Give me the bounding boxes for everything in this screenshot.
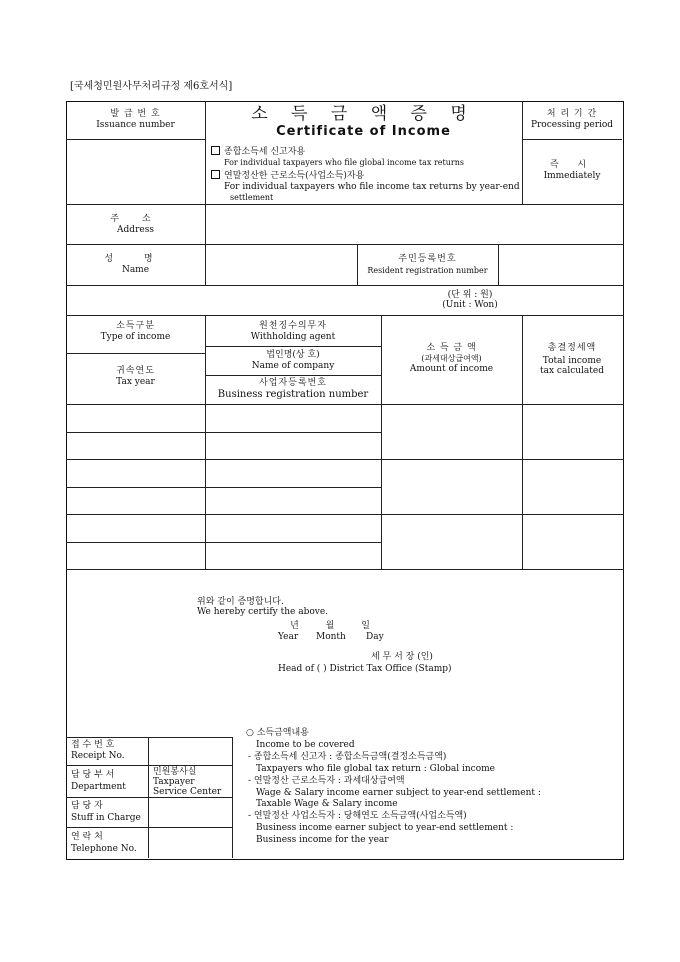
processing-label-en: Processing period bbox=[530, 120, 614, 130]
header-business-no-ko: 사업자등록번호 bbox=[259, 378, 327, 388]
date-year: Year bbox=[278, 632, 299, 642]
header-company-en: Name of company bbox=[251, 361, 335, 371]
page-title-en: Certificate of Income bbox=[276, 124, 451, 139]
header-amount-en: Amount of income bbox=[409, 364, 494, 374]
address-label-ko: 주 소 bbox=[110, 214, 161, 224]
option-year-end[interactable] bbox=[211, 170, 364, 182]
certify-ko: 위와 같이 증명합니다. bbox=[197, 597, 284, 607]
date-day: Day bbox=[366, 632, 384, 642]
page-title: 소 득 금 액 증 명 bbox=[251, 104, 476, 124]
resident-no-label-ko: 주민등록번호 bbox=[398, 254, 457, 264]
office-ko: 세 무 서 장 (인) bbox=[371, 652, 433, 662]
header-withholding-ko: 원천징수의무자 bbox=[259, 321, 327, 331]
header-total-tax-ko: 총결정세액 bbox=[547, 343, 597, 353]
receipt-label-en: Receipt No. bbox=[71, 751, 125, 761]
note-line: Taxpayers who file global tax return : Global income bbox=[256, 764, 495, 774]
checkbox[interactable] bbox=[211, 146, 220, 155]
note-line: - 종합소득세 신고자 : 종합소득금액(결정소득금액) bbox=[248, 752, 447, 762]
certify-en: We hereby certify the above. bbox=[197, 607, 329, 617]
header-company-ko: 법인명(상 호) bbox=[266, 350, 320, 360]
department-value-ko: 민원봉사실 bbox=[153, 767, 197, 777]
department-label-en: Department bbox=[71, 782, 126, 792]
header-tax-year-ko: 귀속연도 bbox=[116, 366, 155, 376]
unit-label-ko: (단 위 : 원) bbox=[447, 290, 493, 300]
staff-label-ko: 담 당 자 bbox=[71, 801, 103, 811]
department-value-en-2: Service Center bbox=[153, 787, 222, 797]
name-label-en: Name bbox=[121, 265, 150, 275]
option-en-2: settlement bbox=[230, 193, 274, 202]
option-en: For individual taxpayers who file global income tax returns bbox=[224, 158, 464, 167]
address-field[interactable] bbox=[206, 205, 622, 243]
note-line: Taxable Wage & Salary income bbox=[256, 799, 398, 809]
option-en: For individual taxpayers who file income tax returns by year-end bbox=[224, 182, 520, 192]
note-line: Wage & Salary income earner subject to year-end settlement : bbox=[256, 788, 541, 798]
note-line: - 연말정산 근로소득자 : 과세대상급여액 bbox=[248, 776, 405, 786]
department-value-en-1: Taxpayer bbox=[153, 777, 195, 787]
header-withholding-en: Withholding agent bbox=[250, 332, 336, 342]
office-en: Head of ( ) District Tax Office (Stamp) bbox=[278, 664, 452, 674]
checkbox[interactable] bbox=[211, 170, 220, 179]
name-field[interactable] bbox=[206, 245, 356, 284]
name-label-ko: 성 명 bbox=[104, 254, 167, 264]
resident-no-label-en: Resident registration number bbox=[367, 266, 488, 275]
processing-label-ko: 처 리 기 간 bbox=[546, 109, 598, 119]
date-ko: 년 월 일 bbox=[290, 621, 370, 631]
option-label: 연말정산한 근로소득(사업소득)자용 bbox=[224, 171, 365, 181]
department-label-ko: 담 당 부 서 bbox=[71, 770, 115, 780]
header-amount-ko: 소 득 금 액 bbox=[426, 343, 477, 353]
telephone-label-en: Telephone No. bbox=[71, 844, 137, 854]
issuance-label-ko: 발 급 번 호 bbox=[110, 109, 161, 119]
staff-label-en: Stuff in Charge bbox=[71, 813, 141, 823]
header-tax-year-en: Tax year bbox=[116, 377, 155, 387]
header-business-no-en: Business registration number bbox=[217, 389, 369, 400]
note-line: Business income earner subject to year-end settlement : bbox=[256, 823, 514, 833]
note-line: - 연말정산 사업소득자 : 당해연도 소득금액(사업소득액) bbox=[248, 811, 467, 821]
telephone-label-ko: 연 락 처 bbox=[71, 832, 103, 842]
header-type-income-ko: 소득구분 bbox=[116, 321, 155, 331]
header-type-income-en: Type of income bbox=[100, 332, 171, 342]
receipt-label-ko: 접 수 번 호 bbox=[71, 740, 115, 750]
unit-label-en: (Unit : Won) bbox=[442, 300, 498, 310]
resident-no-field[interactable] bbox=[499, 245, 622, 284]
option-label: 종합소득세 신고자용 bbox=[224, 147, 306, 157]
form-reference: [국세청민원사무처리규정 제6호서식] bbox=[70, 81, 233, 92]
header-amount-ko-2: (과세대상급여액) bbox=[421, 354, 482, 363]
date-month: Month bbox=[316, 632, 346, 642]
header-total-tax-en: Total income bbox=[542, 356, 602, 366]
address-label-en: Address bbox=[117, 225, 154, 235]
note-line: Business income for the year bbox=[256, 835, 389, 845]
processing-value-ko: 즉 시 bbox=[549, 160, 595, 170]
note-line: Income to be covered bbox=[256, 740, 355, 750]
issuance-label-en: Issuance number bbox=[96, 120, 175, 130]
note-line: ○ 소득금액내용 bbox=[246, 728, 309, 738]
processing-value-en: Immediately bbox=[543, 171, 601, 181]
header-total-tax-en-2: tax calculated bbox=[540, 366, 604, 376]
